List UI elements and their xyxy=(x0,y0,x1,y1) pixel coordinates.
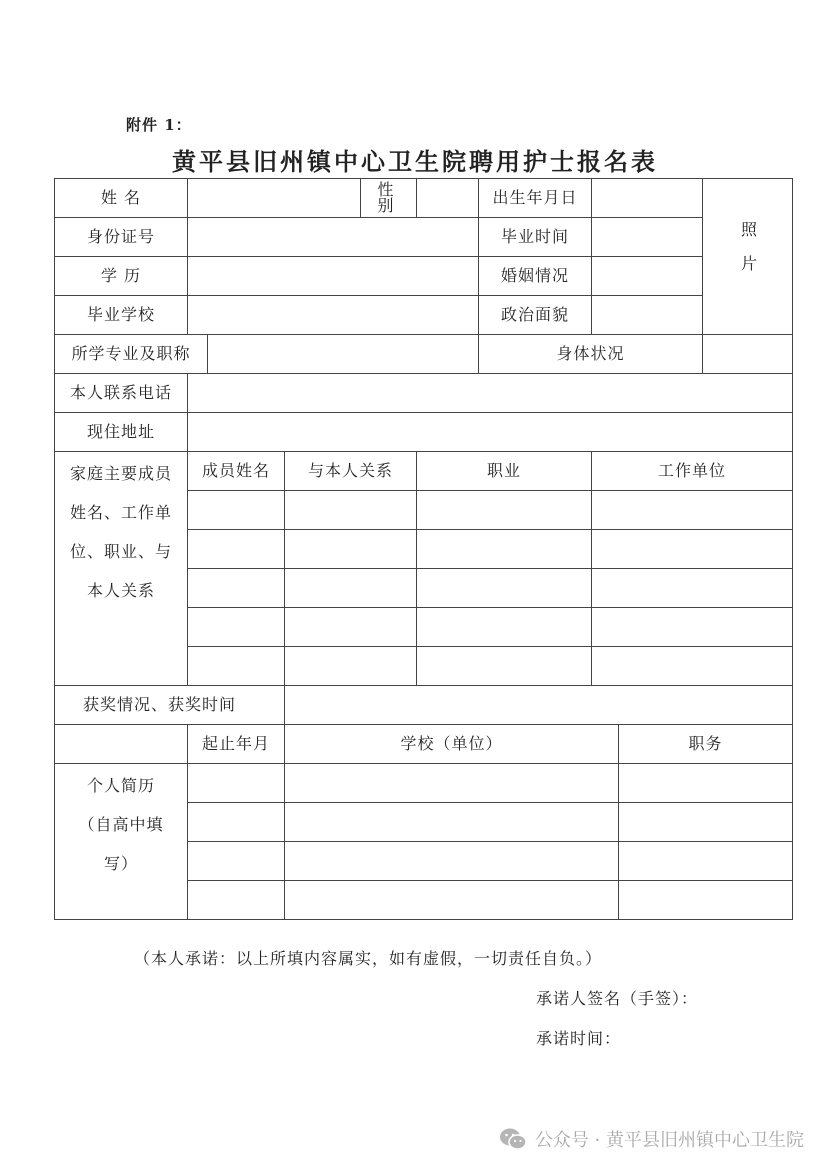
resume-header-blank xyxy=(55,725,188,764)
phone-field[interactable] xyxy=(188,374,793,413)
footer-source: 公众号 · 黄平县旧州镇中心卫生院 xyxy=(534,1130,804,1151)
family-label-line: 姓名、工作单 xyxy=(69,503,172,522)
resume-period-cell[interactable] xyxy=(188,764,285,803)
political-field[interactable] xyxy=(592,296,703,335)
school-label: 毕业学校 xyxy=(55,296,188,335)
health-label: 身体状况 xyxy=(479,335,703,374)
row-awards xyxy=(55,686,793,725)
family-relation-cell[interactable] xyxy=(285,608,417,647)
resume-col-period: 起止年月 xyxy=(188,725,285,764)
major-field[interactable] xyxy=(208,335,479,374)
resume-row xyxy=(55,764,793,803)
birth-field[interactable] xyxy=(592,179,703,218)
gender-field[interactable] xyxy=(417,179,479,218)
family-job-cell[interactable] xyxy=(417,530,592,569)
resume-col-position: 职务 xyxy=(619,725,793,764)
resume-period-cell[interactable] xyxy=(188,803,285,842)
grad-time-label: 毕业时间 xyxy=(479,218,592,257)
registration-form-table xyxy=(54,178,793,920)
attachment-label: 附件 1： xyxy=(126,116,192,134)
family-job-cell[interactable] xyxy=(417,491,592,530)
address-label: 现住地址 xyxy=(55,413,188,452)
awards-field[interactable] xyxy=(285,686,793,725)
family-workplace-cell[interactable] xyxy=(592,530,793,569)
family-col-job: 职业 xyxy=(417,452,592,491)
row-school xyxy=(55,296,793,335)
family-label-line: 本人关系 xyxy=(86,581,155,600)
resume-header-row xyxy=(55,725,793,764)
marital-field[interactable] xyxy=(592,257,703,296)
footer-watermark xyxy=(499,1126,804,1152)
row-education xyxy=(55,257,793,296)
resume-col-school: 学校（单位） xyxy=(285,725,619,764)
resume-position-cell[interactable] xyxy=(619,803,793,842)
resume-position-cell[interactable] xyxy=(619,842,793,881)
sign-time-label: 承诺时间： xyxy=(536,1029,622,1048)
family-job-cell[interactable] xyxy=(417,608,592,647)
resume-label-line: 写） xyxy=(103,854,138,873)
family-relation-cell[interactable] xyxy=(285,647,417,686)
id-label: 身份证号 xyxy=(55,218,188,257)
resume-position-cell[interactable] xyxy=(619,881,793,920)
family-relation-cell[interactable] xyxy=(285,530,417,569)
resume-label-line: 个人简历 xyxy=(86,776,155,795)
education-field[interactable] xyxy=(188,257,479,296)
family-workplace-cell[interactable] xyxy=(592,647,793,686)
family-workplace-cell[interactable] xyxy=(592,491,793,530)
resume-school-cell[interactable] xyxy=(285,764,619,803)
phone-label: 本人联系电话 xyxy=(55,374,188,413)
family-name-cell[interactable] xyxy=(188,491,285,530)
family-workplace-cell[interactable] xyxy=(592,569,793,608)
school-field[interactable] xyxy=(188,296,479,335)
family-col-name: 成员姓名 xyxy=(188,452,285,491)
family-name-cell[interactable] xyxy=(188,530,285,569)
photo-box[interactable] xyxy=(703,179,793,335)
grad-time-field[interactable] xyxy=(592,218,703,257)
education-label: 学 历 xyxy=(55,257,188,296)
id-field[interactable] xyxy=(188,218,479,257)
family-name-cell[interactable] xyxy=(188,608,285,647)
family-job-cell[interactable] xyxy=(417,569,592,608)
family-name-cell[interactable] xyxy=(188,569,285,608)
resume-label xyxy=(55,764,188,920)
family-label-line: 位、职业、与 xyxy=(69,542,172,561)
birth-label: 出生年月日 xyxy=(479,179,592,218)
form-title: 黄平县旧州镇中心卫生院聘用护士报名表 xyxy=(172,147,658,176)
family-header-row xyxy=(55,452,793,491)
pledge-statement: （本人承诺：以上所填内容属实，如有虚假，一切责任自负。） xyxy=(134,949,603,968)
resume-school-cell[interactable] xyxy=(285,881,619,920)
resume-label-line: （自高中填 xyxy=(78,815,164,834)
row-id xyxy=(55,218,793,257)
marital-label: 婚姻情况 xyxy=(479,257,592,296)
gender-label: 性 别 xyxy=(361,179,417,218)
resume-position-cell[interactable] xyxy=(619,764,793,803)
family-workplace-cell[interactable] xyxy=(592,608,793,647)
awards-label: 获奖情况、获奖时间 xyxy=(55,686,285,725)
resume-school-cell[interactable] xyxy=(285,842,619,881)
row-name xyxy=(55,179,793,218)
wechat-icon xyxy=(499,1127,527,1151)
name-field[interactable] xyxy=(188,179,361,218)
family-name-cell[interactable] xyxy=(188,647,285,686)
family-label xyxy=(55,452,188,686)
resume-period-cell[interactable] xyxy=(188,881,285,920)
family-job-cell[interactable] xyxy=(417,647,592,686)
health-field[interactable] xyxy=(703,335,793,374)
family-label-line: 家庭主要成员 xyxy=(69,464,172,483)
name-label: 姓 名 xyxy=(55,179,188,218)
family-col-relation: 与本人关系 xyxy=(285,452,417,491)
photo-label: 照片 xyxy=(738,221,758,289)
resume-period-cell[interactable] xyxy=(188,842,285,881)
row-address xyxy=(55,413,793,452)
row-phone xyxy=(55,374,793,413)
political-label: 政治面貌 xyxy=(479,296,592,335)
resume-school-cell[interactable] xyxy=(285,803,619,842)
row-major xyxy=(55,335,793,374)
family-relation-cell[interactable] xyxy=(285,491,417,530)
family-relation-cell[interactable] xyxy=(285,569,417,608)
major-label: 所学专业及职称 xyxy=(55,335,208,374)
address-field[interactable] xyxy=(188,413,793,452)
family-col-workplace: 工作单位 xyxy=(592,452,793,491)
signer-label: 承诺人签名（手签）： xyxy=(536,989,699,1008)
